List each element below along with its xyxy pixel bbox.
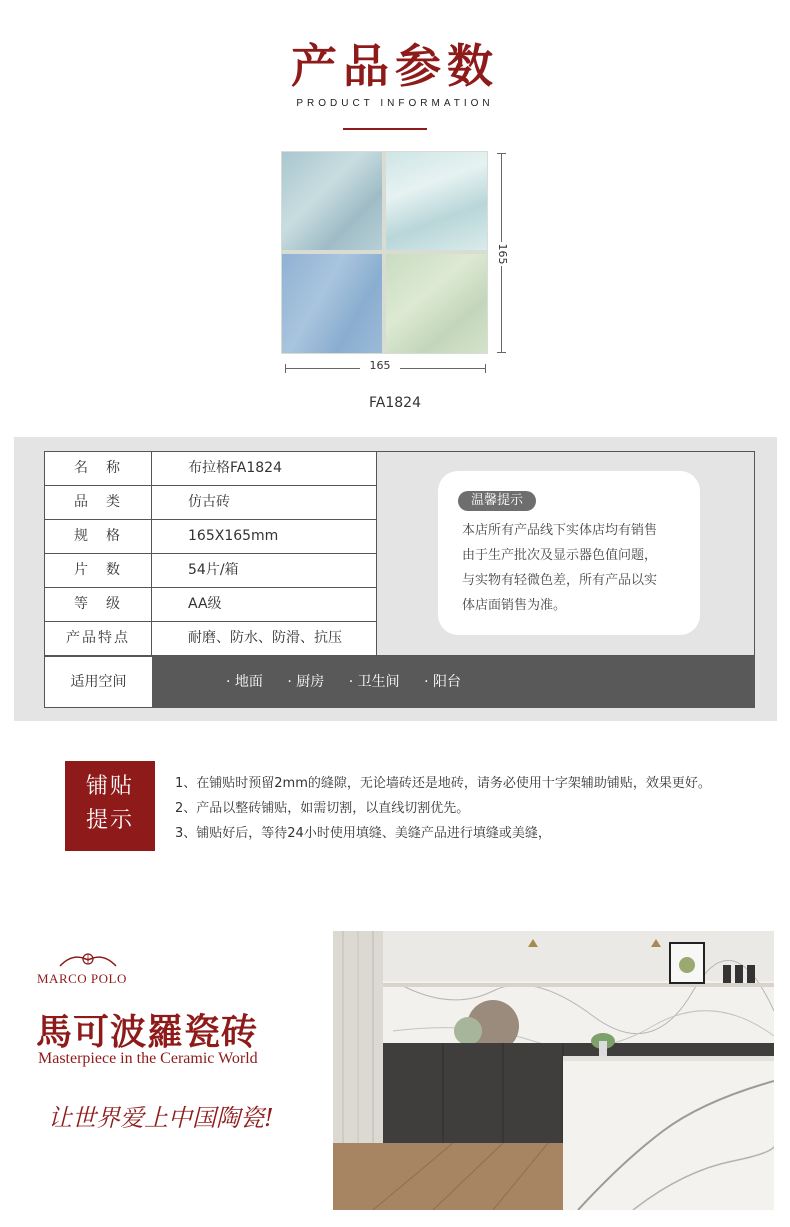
notice-badge: 温馨提示	[458, 491, 536, 511]
product-model: FA1824	[369, 395, 421, 411]
page-subtitle: PRODUCT INFORMATION	[296, 98, 494, 109]
width-dimension-label: 165	[360, 359, 400, 372]
spec-row	[45, 520, 376, 554]
tips-title-box	[65, 761, 155, 851]
notice-text	[462, 518, 694, 618]
spec-label: 产品特点	[45, 622, 152, 656]
tips-list	[175, 771, 711, 846]
spec-label: 等 级	[45, 588, 152, 621]
brand-tagline: Masterpiece in the Ceramic World	[38, 1050, 258, 1067]
notice-line: 与实物有轻微色差，所有产品以实	[462, 573, 658, 588]
notice-line: 本店所有产品线下实体店均有销售	[462, 523, 658, 538]
spec-label: 品 类	[45, 486, 152, 519]
spec-label: 名 称	[45, 452, 152, 485]
space-item: · 地面	[226, 674, 263, 690]
brand-logo-text: MARCO POLO	[37, 971, 127, 986]
tip-item: 3、铺贴好后，等待24小时使用填缝、美缝产品进行填缝或美缝，	[175, 826, 551, 841]
space-values	[152, 656, 755, 708]
spec-label: 规 格	[45, 520, 152, 553]
tile-image	[281, 151, 488, 354]
spec-row	[45, 486, 376, 520]
spec-row	[45, 554, 376, 588]
spec-row	[45, 622, 376, 656]
tile-quadrant	[386, 254, 487, 353]
spec-value: 仿古砖	[188, 494, 230, 510]
tips-title-line: 铺贴	[85, 774, 134, 799]
spec-row	[45, 588, 376, 622]
notice-line: 体店面销售为准。	[462, 598, 567, 613]
tip-item: 2、产品以整砖铺贴，如需切割，以直线切割优先。	[175, 801, 470, 816]
height-dimension-label: 165	[496, 243, 509, 265]
title-divider	[343, 128, 427, 130]
space-item: · 卫生间	[348, 674, 400, 690]
brand-crest-icon	[58, 950, 118, 970]
space-item: · 厨房	[287, 674, 325, 690]
tile-quadrant	[282, 254, 382, 353]
notice-line: 由于生产批次及显示器色值问题，	[462, 548, 658, 563]
brand-name-cn: 馬可波羅瓷砖	[36, 1011, 259, 1053]
spec-value: 耐磨、防水、防滑、抗压	[188, 630, 342, 646]
spec-row	[45, 452, 376, 486]
spec-value: AA级	[188, 596, 222, 612]
spec-value: 165X165mm	[188, 528, 279, 544]
spec-table	[44, 451, 377, 656]
spec-value: 布拉格FA1824	[188, 460, 282, 476]
kitchen-photo	[333, 931, 774, 1210]
tip-item: 1、在铺贴时预留2mm的缝隙，无论墙砖还是地砖，请务必使用十字架辅助铺贴，效果更好。	[175, 776, 711, 791]
brand-slogan: 让世界爱上中国陶瓷!	[48, 1104, 274, 1132]
space-label: 适用空间	[44, 656, 152, 708]
page-title: 产品参数	[291, 39, 499, 93]
tips-title-line: 提示	[85, 808, 134, 833]
space-item: · 阳台	[424, 674, 461, 690]
tile-quadrant	[386, 152, 487, 250]
tile-quadrant	[282, 152, 382, 250]
spec-value: 54片/箱	[188, 562, 239, 578]
spec-label: 片 数	[45, 554, 152, 587]
